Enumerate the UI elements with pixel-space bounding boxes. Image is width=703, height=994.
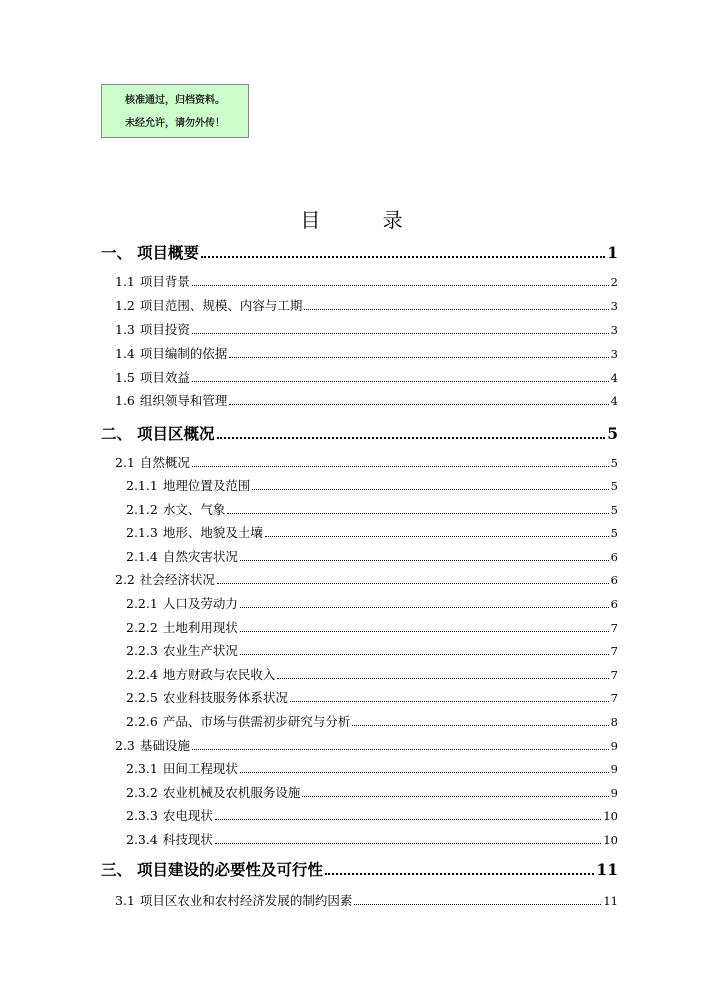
toc-entry-label — [126, 618, 238, 636]
toc-entry-number: 1.2 — [115, 298, 135, 313]
toc-leader-dots — [192, 285, 609, 286]
toc-entry-text: 地方财政与农民收入 — [162, 667, 276, 682]
toc-entry-text: 地理位置及范围 — [162, 478, 251, 493]
toc-entry-number: 2.2.4 — [126, 667, 158, 682]
toc-leader-dots — [240, 654, 609, 655]
toc-entry-number: 2.1.1 — [126, 478, 158, 493]
approval-stamp — [101, 84, 249, 138]
toc-page-number: 8 — [610, 715, 618, 729]
toc-entry-number: 2.1.3 — [126, 525, 158, 540]
toc-entry-number: 2.3.4 — [126, 832, 158, 847]
toc-entry[interactable] — [115, 296, 618, 314]
toc-leader-dots — [217, 437, 606, 439]
toc-page-number: 5 — [607, 424, 618, 443]
toc-entry-number: 2.2.5 — [126, 690, 158, 705]
toc-leader-dots — [240, 772, 609, 773]
toc-entry[interactable] — [126, 806, 618, 824]
toc-entry-text: 农业科技服务体系状况 — [162, 690, 288, 705]
toc-entry-text: 产品、市场与供需初步研究与分析 — [162, 714, 351, 729]
toc-page-number: 11 — [603, 894, 618, 908]
toc-entry-text: 基础设施 — [139, 738, 190, 753]
toc-entry-text: 项目区农业和农村经济发展的制约因素 — [139, 893, 353, 908]
toc-entry-number: 二、 — [101, 424, 133, 443]
toc-entry-label — [115, 344, 227, 362]
toc-leader-dots — [192, 333, 609, 334]
toc-page-number: 9 — [610, 739, 618, 753]
toc-entry-label — [126, 547, 238, 565]
toc-entry[interactable] — [126, 665, 618, 683]
toc-entry-label — [126, 759, 238, 777]
toc-page-number: 3 — [610, 347, 618, 361]
toc-leader-dots — [192, 749, 609, 750]
stamp-line-2: 未经允许，请勿外传！ — [125, 118, 225, 129]
toc-leader-dots — [304, 309, 608, 310]
toc-entry-number: 1.1 — [115, 274, 135, 289]
toc-page-number: 9 — [610, 762, 618, 776]
toc-leader-dots — [354, 904, 601, 905]
toc-entry[interactable] — [101, 858, 618, 880]
toc-entry-text: 项目概要 — [137, 243, 200, 262]
toc-entry-text: 科技现状 — [162, 832, 213, 847]
toc-page-number: 5 — [610, 456, 618, 470]
toc-entry[interactable] — [126, 547, 618, 565]
toc-entry-label — [126, 594, 238, 612]
toc-entry[interactable] — [126, 594, 618, 612]
toc-entry-number: 一、 — [101, 243, 133, 262]
toc-entry-number: 2.2.2 — [126, 620, 158, 635]
toc-entry-label — [126, 641, 238, 659]
toc-entry[interactable] — [115, 344, 618, 362]
toc-leader-dots — [215, 819, 602, 820]
toc-entry-number: 2.3.3 — [126, 808, 158, 823]
toc-leader-dots — [215, 843, 602, 844]
toc-entry-text: 农业生产状况 — [162, 643, 238, 658]
toc-entry[interactable] — [126, 618, 618, 636]
toc-entry-number: 2.1.4 — [126, 549, 158, 564]
toc-entry[interactable] — [126, 783, 618, 801]
toc-entry-text: 农电现状 — [162, 808, 213, 823]
toc-entry[interactable] — [115, 320, 618, 338]
toc-page-number: 7 — [610, 691, 618, 705]
toc-entry-text: 项目投资 — [139, 322, 190, 337]
toc-page-number: 3 — [610, 299, 618, 313]
toc-entry-label — [126, 712, 350, 730]
toc-page-number: 6 — [610, 550, 618, 564]
toc-entry-label — [115, 453, 190, 471]
toc-entry-number: 2.2.1 — [126, 596, 158, 611]
toc-entry[interactable] — [115, 891, 618, 909]
toc-leader-dots — [265, 536, 609, 537]
toc-leader-dots — [302, 796, 608, 797]
toc-page-number: 3 — [610, 323, 618, 337]
toc-leader-dots — [252, 489, 608, 490]
toc-entry[interactable] — [101, 422, 618, 444]
toc-entry[interactable] — [126, 688, 618, 706]
toc-page-number: 6 — [610, 597, 618, 611]
toc-entry-number: 2.3.2 — [126, 785, 158, 800]
toc-entry-text: 人口及劳动力 — [162, 596, 238, 611]
toc-entry-text: 项目编制的依据 — [139, 346, 228, 361]
toc-entry-number: 3.1 — [115, 893, 135, 908]
toc-leader-dots — [192, 381, 609, 382]
toc-entry[interactable] — [126, 641, 618, 659]
toc-page-number: 5 — [610, 503, 618, 517]
toc-page-number: 5 — [610, 479, 618, 493]
toc-entry-number: 1.6 — [115, 393, 135, 408]
toc-entry[interactable] — [115, 570, 618, 588]
toc-page-number: 7 — [610, 668, 618, 682]
toc-entry-text: 自然灾害状况 — [162, 549, 238, 564]
toc-entry[interactable] — [126, 476, 618, 494]
toc-entry-text: 地形、地貌及土壤 — [162, 525, 263, 540]
toc-leader-dots — [290, 701, 609, 702]
toc-entry-text: 项目区概况 — [137, 424, 215, 443]
toc-page-number: 2 — [610, 275, 618, 289]
toc-leader-dots — [229, 404, 608, 405]
toc-leader-dots — [240, 560, 609, 561]
toc-page-number: 7 — [610, 644, 618, 658]
toc-page-number: 4 — [610, 371, 618, 385]
toc-entry-number: 2.3 — [115, 738, 135, 753]
toc-leader-dots — [227, 513, 608, 514]
toc-entry-label — [115, 736, 190, 754]
toc-entry-label — [101, 858, 323, 880]
toc-entry-label — [126, 523, 263, 541]
toc-entry-label — [115, 891, 352, 909]
toc-leader-dots — [352, 725, 608, 726]
toc-entry-label — [126, 806, 213, 824]
toc-entry-text: 项目背景 — [139, 274, 190, 289]
toc-page-number: 5 — [610, 526, 618, 540]
toc-leader-dots — [240, 631, 609, 632]
toc-leader-dots — [277, 678, 608, 679]
toc-entry-text: 项目范围、规模、内容与工期 — [139, 298, 303, 313]
toc-entry-number: 2.1 — [115, 455, 135, 470]
stamp-line-1: 核准通过，归档资料。 — [125, 95, 225, 106]
toc-entry-label — [115, 368, 190, 386]
toc-entry[interactable] — [126, 500, 618, 518]
toc-leader-dots — [201, 256, 605, 258]
toc-entry-number: 2.2.6 — [126, 714, 158, 729]
toc-page-number: 9 — [610, 786, 618, 800]
toc-title: 目 录 — [300, 208, 431, 232]
toc-entry-label — [101, 422, 215, 444]
toc-entry-label — [126, 783, 300, 801]
toc-entry[interactable] — [115, 368, 618, 386]
toc-entry-label — [115, 272, 190, 290]
toc-page-number: 11 — [596, 860, 618, 879]
toc-entry[interactable] — [101, 241, 618, 263]
toc-entry-text: 自然概况 — [139, 455, 190, 470]
toc-entry-text: 组织领导和管理 — [139, 393, 228, 408]
toc-entry-label — [115, 296, 302, 314]
toc-entry-number: 1.4 — [115, 346, 135, 361]
toc-leader-dots — [192, 466, 609, 467]
toc-entry-number: 2.3.1 — [126, 761, 158, 776]
toc-entry[interactable] — [126, 830, 618, 848]
toc-entry-label — [101, 241, 199, 263]
toc-entry-number: 2.1.2 — [126, 502, 158, 517]
toc-entry-number: 2.2.3 — [126, 643, 158, 658]
toc-page-number: 7 — [610, 621, 618, 635]
toc-entry-label — [115, 570, 215, 588]
toc-leader-dots — [325, 873, 594, 875]
toc-entry-label — [126, 500, 225, 518]
toc-entry[interactable] — [115, 391, 618, 409]
toc-leader-dots — [240, 607, 609, 608]
toc-entry-label — [126, 830, 213, 848]
toc-entry-text: 项目建设的必要性及可行性 — [137, 860, 324, 879]
toc-entry-text: 田间工程现状 — [162, 761, 238, 776]
toc-entry-label — [115, 391, 227, 409]
toc-entry-number: 1.3 — [115, 322, 135, 337]
toc-entry-number: 1.5 — [115, 370, 135, 385]
toc-entry[interactable] — [126, 523, 618, 541]
toc-leader-dots — [217, 583, 609, 584]
toc-entry-label — [126, 476, 250, 494]
toc-entry[interactable] — [115, 453, 618, 471]
toc-entry-number: 2.2 — [115, 572, 135, 587]
toc-entry-text: 社会经济状况 — [139, 572, 215, 587]
toc-page-number: 4 — [610, 394, 618, 408]
toc-entry-number: 三、 — [101, 860, 133, 879]
toc-leader-dots — [229, 357, 608, 358]
toc-page-number: 10 — [603, 833, 618, 847]
toc-entry-label — [126, 688, 288, 706]
toc-entry-label — [126, 665, 275, 683]
toc-entry-text: 农业机械及农机服务设施 — [162, 785, 301, 800]
toc-entry-text: 土地利用现状 — [162, 620, 238, 635]
toc-entry[interactable] — [126, 759, 618, 777]
toc-entry[interactable] — [126, 712, 618, 730]
toc-page-number: 10 — [603, 809, 618, 823]
toc-page-number: 1 — [607, 243, 618, 262]
toc-entry-text: 水文、气象 — [162, 502, 226, 517]
toc-page-number: 6 — [610, 573, 618, 587]
toc-entry-text: 项目效益 — [139, 370, 190, 385]
toc-entry[interactable] — [115, 736, 618, 754]
toc-entry-label — [115, 320, 190, 338]
toc-entry[interactable] — [115, 272, 618, 290]
